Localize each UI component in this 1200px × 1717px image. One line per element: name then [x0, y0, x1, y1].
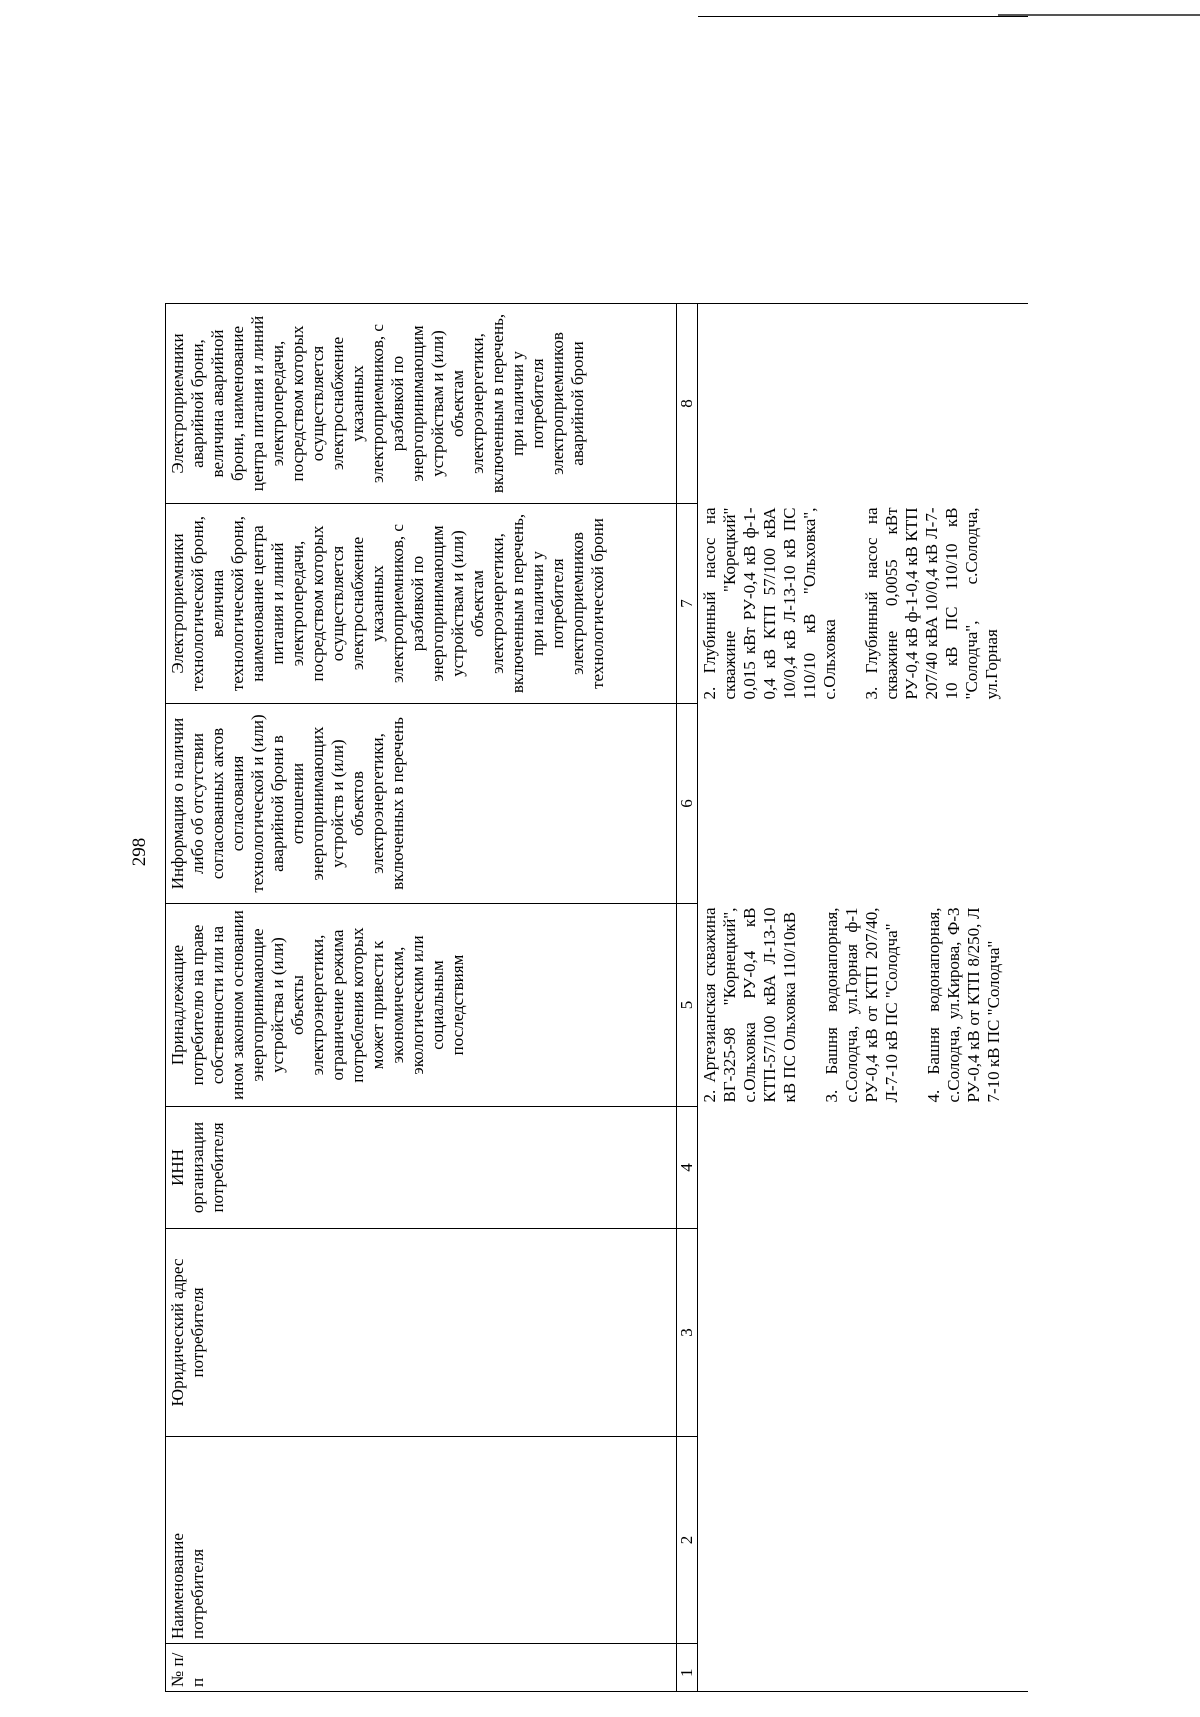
- header-col-6: Информация о наличии либо об отсутствии согласованных актов согласования технологической и (или) аварийной брони в отношении энергопринимающих устройств и (или) объектов электроэнергетики, включенных в перечень: [166, 704, 677, 904]
- column-number: 2: [677, 1437, 698, 1644]
- cell-trailing: [698, 17, 1029, 304]
- cell-col-5: [698, 904, 1029, 1107]
- equipment-entry: 4. Башня водонапорная, с.Солодча, ул.Кирова, Ф-3 РУ-0,4 кВ от КТП 8/250, Л 7-10 кВ ПС "Солодча": [924, 907, 1003, 1103]
- header-col-7: Электроприемники технологической брони, величина технологической брони, наименование центра питания и линий электропередачи, посредством которых осуществляется электроснабжение указанных электроприемников, с разбивкой по энергопринимающим устройствам и (или) объектам электроэнергетики, включенным в перечень, при наличии у потребителя электроприемников технологической брони: [166, 504, 677, 704]
- header-col-4: ИНН организации потребителя: [166, 1107, 677, 1229]
- header-spacer: [166, 17, 677, 304]
- cell-col-1: [698, 1644, 1029, 1692]
- column-number: 1: [677, 1644, 698, 1692]
- table-header-row: [166, 17, 677, 1692]
- tech-reserve-entry: 3. Глубинный насос на скважине 0,0055 кВт РУ-0,4 кВ ф-1-0,4 кВ КТП 207/40 кВА 10/0,4 кВ Л-7-10 кВ ПС 110/10 кВ "Солодча", с.Солодча, ул.Горная: [862, 507, 1001, 700]
- equipment-entry: 3. Башня водонапорная, с.Солодча, ул.Горная ф-1 РУ-0,4 кВ от КТП 207/40, Л-7-10 кВ ПС "Солодча": [822, 907, 901, 1103]
- header-col-5: Принадлежащие потребителю на праве собственности или на ином законном основании энергопринимающие устройства и (или) объекты электроэнергетики, ограничение режима потребления которых может привести к экономическим, экологическим или социальным последствиям: [166, 904, 677, 1107]
- column-number-spacer: [677, 17, 698, 304]
- table-row: [698, 17, 1029, 1692]
- column-number-row: [677, 17, 698, 1692]
- page-number: 298: [129, 837, 150, 867]
- header-col-8: Электроприемники аварийной брони, величина аварийной брони, наименование центра питания и линий электропередачи, посредством которых осуществляется электроснабжение указанных электроприемников, с разбивкой по энергопринимающим устройствам и (или) объектам электроэнергетики, включенным в перечень, при наличии у потребителя электроприемников аварийной брони: [166, 304, 677, 504]
- consumer-table: [165, 16, 1028, 1692]
- column-number: 8: [677, 304, 698, 504]
- rotated-table-container: [165, 17, 1003, 1692]
- header-col-3: Юридический адрес потребителя: [166, 1229, 677, 1437]
- cell-col-2: [698, 1437, 1029, 1644]
- top-rule: [998, 14, 1200, 16]
- header-col-2: Наименование потребителя: [166, 1437, 677, 1644]
- tech-reserve-entry: 2. Глубинный насос на скважине "Корецкий" 0,015 кВт РУ-0,4 кВ ф-1-0,4 кВ КТП 57/100 кВА 10/0,4 кВ Л-13-10 кВ ПС 110/10 кВ "Ольховка", с.Ольховка: [700, 507, 839, 700]
- cell-col-3: [698, 1229, 1029, 1437]
- cell-col-4: [698, 1107, 1029, 1229]
- column-number: 4: [677, 1107, 698, 1229]
- column-number: 6: [677, 704, 698, 904]
- cell-col-8: [698, 304, 1029, 504]
- cell-col-6: [698, 704, 1029, 904]
- cell-col-7: [698, 504, 1029, 704]
- column-number: 5: [677, 904, 698, 1107]
- header-col-1: № п/п: [166, 1644, 677, 1692]
- column-number: 7: [677, 504, 698, 704]
- equipment-entry: 2. Артезианская скважина ВГ-325-98 "Корнецкий", с.Ольховка РУ-0,4 кВ КТП-57/100 кВА Л-13-10 кВ ПС Ольховка 110/10кВ: [700, 907, 799, 1103]
- column-number: 3: [677, 1229, 698, 1437]
